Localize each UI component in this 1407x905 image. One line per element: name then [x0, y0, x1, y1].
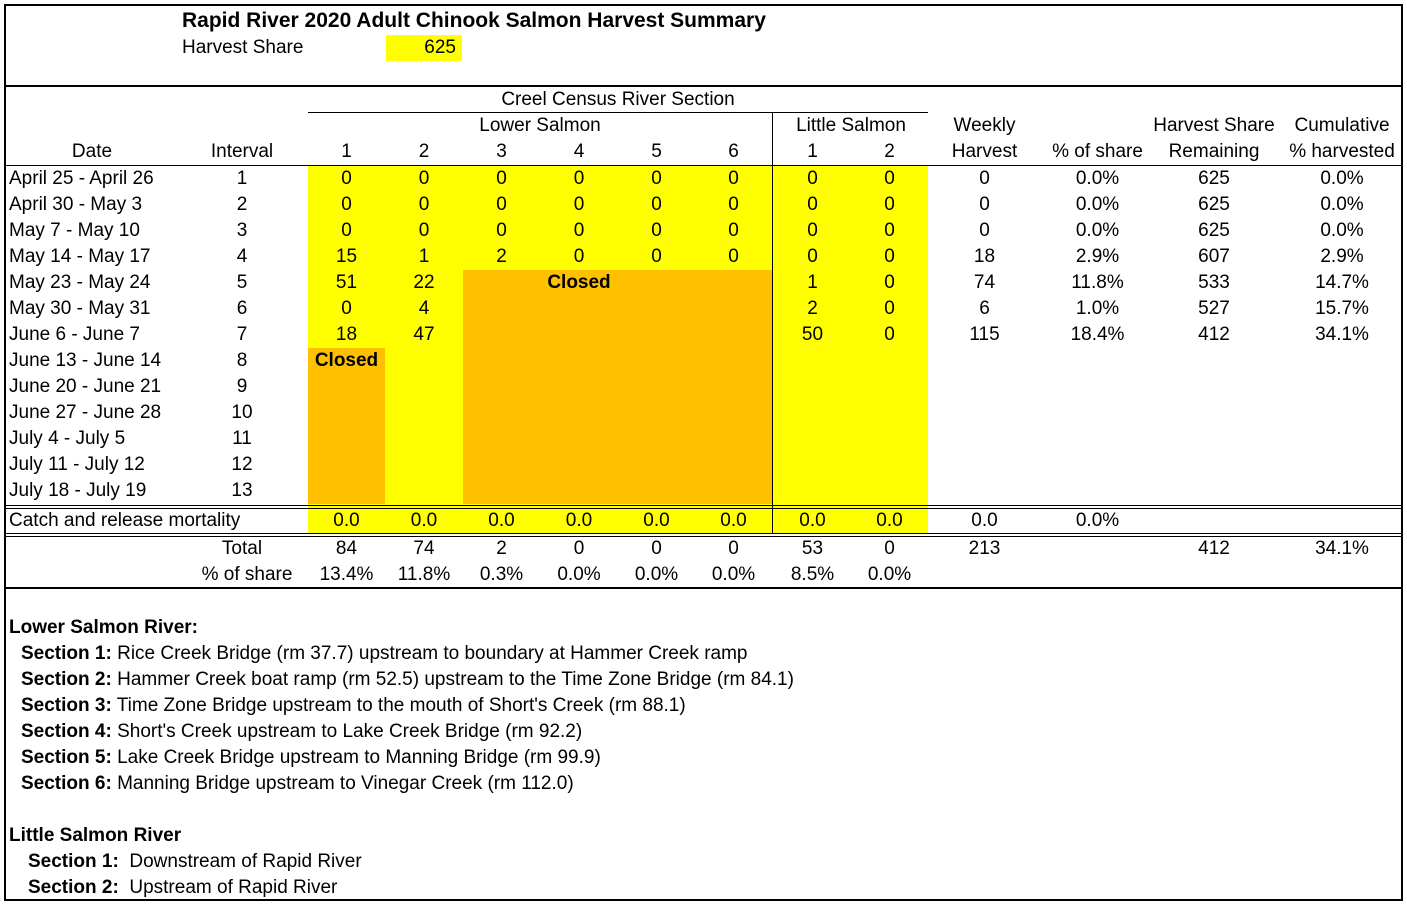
section-number-header: 2 — [884, 141, 895, 162]
row-share-remaining: 527 — [1198, 298, 1230, 319]
row-share-remaining: 625 — [1198, 168, 1230, 189]
row-interval: 4 — [236, 246, 248, 267]
row-section-value: 0 — [884, 194, 895, 215]
row-section-value: 51 — [335, 272, 358, 293]
row-interval: 12 — [231, 454, 253, 475]
section-number-header: 6 — [728, 141, 739, 162]
row-weekly-harvest: 0 — [979, 168, 990, 189]
row-cumulative: 0.0% — [1320, 220, 1364, 241]
row-weekly-harvest: 18 — [973, 246, 996, 267]
row-section-value: 4 — [418, 298, 430, 319]
row-interval: 10 — [231, 402, 253, 423]
row-section-value: 0 — [728, 194, 739, 215]
creel-header: Creel Census River Section — [501, 89, 735, 110]
lower-section-note — [21, 745, 601, 771]
row-section-value: 0 — [573, 246, 585, 267]
total-section-value: 0 — [573, 538, 585, 559]
section-note-text: Lake Creek Bridge upstream to Manning Bridge (rm 99.9) — [111, 747, 601, 768]
mortality-label: Catch and release mortality — [9, 510, 241, 531]
date-header: Date — [71, 141, 113, 162]
row-section-value: 0 — [651, 246, 662, 267]
row-weekly-harvest: 0 — [979, 194, 990, 215]
row-pct-share: 2.9% — [1075, 246, 1120, 267]
total-section-value: 74 — [413, 538, 435, 559]
row-share-remaining: 625 — [1198, 194, 1230, 215]
closed-label-lower: Closed — [547, 272, 611, 293]
row-section-value: 0 — [807, 168, 818, 189]
harvest-summary-sheet — [4, 4, 1403, 901]
row-date: June 20 - June 21 — [9, 376, 162, 397]
row-section-value: 0 — [418, 168, 430, 189]
row-section-value: 0 — [884, 272, 895, 293]
harvest-share-value: 625 — [424, 37, 456, 58]
total-label: Total — [221, 538, 263, 559]
row-section-value: 47 — [413, 324, 435, 345]
little-river-heading: Little Salmon River — [9, 825, 182, 846]
row-date: May 14 - May 17 — [9, 246, 151, 267]
row-interval: 1 — [236, 168, 248, 189]
total-remaining: 412 — [1198, 538, 1230, 559]
row-section-value: 0 — [884, 324, 895, 345]
row-section-value: 0 — [884, 298, 895, 319]
remaining-header-1: Harvest Share — [1153, 115, 1275, 136]
row-section-value: 0 — [341, 298, 352, 319]
pct-share-header: % of share — [1052, 141, 1143, 162]
river-divider — [772, 113, 773, 534]
mortality-section-value: 0.0 — [410, 510, 438, 531]
section-number-header: 1 — [807, 141, 818, 162]
cumulative-header-2: % harvested — [1289, 141, 1395, 162]
remaining-header-2: Remaining — [1168, 141, 1260, 162]
row-date: July 18 - July 19 — [9, 480, 147, 501]
total-section-value: 53 — [801, 538, 824, 559]
section-note-label: Section 1: — [28, 851, 119, 872]
little-section-note — [28, 875, 337, 901]
section-number-header: 1 — [341, 141, 352, 162]
pct-share-section-value: 8.5% — [790, 564, 835, 585]
section-note-text: Hammer Creek boat ramp (rm 52.5) upstream to the Time Zone Bridge (rm 84.1) — [111, 669, 794, 690]
section-note-text: Short's Creek upstream to Lake Creek Bridge (rm 92.2) — [111, 721, 583, 742]
row-section-value: 0 — [341, 194, 352, 215]
lower-section-note — [21, 771, 574, 797]
row-section-value: 0 — [728, 168, 739, 189]
row-section-value: 18 — [335, 324, 358, 345]
row-weekly-harvest: 115 — [969, 324, 1000, 345]
row-cumulative: 14.7% — [1315, 272, 1369, 293]
row-interval: 7 — [236, 324, 248, 345]
harvest-share-label: Harvest Share — [182, 37, 304, 58]
row-share-remaining: 533 — [1198, 272, 1230, 293]
row-date: April 25 - April 26 — [9, 168, 154, 189]
row-interval: 13 — [231, 480, 253, 501]
cumulative-header-1: Cumulative — [1294, 115, 1390, 136]
row-date: June 27 - June 28 — [9, 402, 162, 423]
row-pct-share: 0.0% — [1075, 194, 1120, 215]
row-cumulative: 34.1% — [1315, 324, 1369, 345]
notes-divider — [6, 587, 1401, 589]
section-note-label: Section 6: — [21, 773, 112, 794]
total-section-value: 0 — [728, 538, 739, 559]
row-section-value: 0 — [807, 220, 818, 241]
pct-share-section-value: 0.0% — [557, 564, 601, 585]
section-note-text: Upstream of Rapid River — [118, 877, 338, 898]
row-section-value: 15 — [335, 246, 358, 267]
row-section-value: 0 — [341, 220, 352, 241]
interval-header: Interval — [210, 141, 274, 162]
row-section-value: 0 — [573, 168, 585, 189]
row-share-remaining: 412 — [1198, 324, 1230, 345]
row-section-value: 1 — [807, 272, 818, 293]
row-section-value: 0 — [884, 220, 895, 241]
row-interval: 8 — [236, 350, 248, 371]
row-pct-share: 0.0% — [1075, 220, 1120, 241]
row-weekly-harvest: 6 — [979, 298, 990, 319]
section-note-label: Section 3: — [21, 695, 112, 716]
row-pct-share: 18.4% — [1070, 324, 1125, 345]
pct-share-section-value: 0.0% — [867, 564, 912, 585]
row-date: July 4 - July 5 — [9, 428, 126, 449]
mortality-section-value: 0.0 — [488, 510, 515, 531]
row-section-value: 0 — [496, 194, 507, 215]
row-weekly-harvest: 0 — [979, 220, 990, 241]
row-section-value: 0 — [573, 220, 585, 241]
row-cumulative: 2.9% — [1320, 246, 1364, 267]
row-interval: 3 — [236, 220, 248, 241]
closed-label-section-1: Closed — [314, 350, 379, 371]
total-cumulative: 34.1% — [1315, 538, 1369, 559]
row-section-value: 0 — [651, 220, 662, 241]
pct-share-section-value: 0.0% — [711, 564, 756, 585]
row-cumulative: 15.7% — [1315, 298, 1369, 319]
mortality-section-value: 0.0 — [643, 510, 670, 531]
row-section-value: 2 — [496, 246, 507, 267]
row-interval: 5 — [236, 272, 248, 293]
pct-share-section-value: 0.0% — [634, 564, 679, 585]
mortality-section-value: 0.0 — [565, 510, 593, 531]
weekly-header-2: Harvest — [951, 141, 1018, 162]
mortality-section-value: 0.0 — [876, 510, 903, 531]
row-interval: 2 — [236, 194, 248, 215]
row-section-value: 0 — [496, 168, 507, 189]
total-section-value: 84 — [335, 538, 358, 559]
row-date: July 11 - July 12 — [9, 454, 145, 475]
section-note-label: Section 2: — [28, 877, 119, 898]
lower-salmon-header: Lower Salmon — [479, 115, 601, 136]
mortality-weekly: 0.0 — [971, 510, 998, 531]
row-section-value: 0 — [418, 220, 430, 241]
section-note-text: Rice Creek Bridge (rm 37.7) upstream to boundary at Hammer Creek ramp — [111, 643, 748, 664]
section-note-text: Manning Bridge upstream to Vinegar Creek (rm 112.0) — [111, 773, 574, 794]
mortality-section-value: 0.0 — [333, 510, 360, 531]
row-pct-share: 0.0% — [1075, 168, 1120, 189]
row-interval: 6 — [236, 298, 248, 319]
mortality-section-value: 0.0 — [720, 510, 747, 531]
total-section-value: 0 — [884, 538, 895, 559]
little-salmon-header: Little Salmon — [796, 115, 906, 136]
section-note-label: Section 2: — [21, 669, 112, 690]
row-section-value: 0 — [418, 194, 430, 215]
section-note-label: Section 4: — [21, 721, 112, 742]
row-section-value: 0 — [807, 194, 818, 215]
row-date: May 23 - May 24 — [9, 272, 151, 293]
weekly-header-1: Weekly — [953, 115, 1016, 136]
pct-share-section-value: 13.4% — [319, 564, 374, 585]
section-number-header: 5 — [651, 141, 662, 162]
lower-river-heading: Lower Salmon River: — [9, 617, 198, 638]
mortality-section-value: 0.0 — [799, 510, 826, 531]
mortality-bottom-rule-1 — [6, 533, 1401, 534]
pct-of-share-label: % of share — [201, 564, 293, 585]
row-interval: 9 — [236, 376, 248, 397]
row-section-value: 0 — [807, 246, 818, 267]
row-section-value: 0 — [651, 194, 662, 215]
row-section-value: 1 — [418, 246, 430, 267]
row-section-value: 0 — [728, 220, 739, 241]
pct-share-section-value: 0.3% — [479, 564, 524, 585]
closed-block-lower — [463, 270, 772, 504]
row-cumulative: 0.0% — [1320, 168, 1364, 189]
section-note-label: Section 1: — [21, 643, 112, 664]
row-weekly-harvest: 74 — [973, 272, 996, 293]
row-section-value: 0 — [341, 168, 352, 189]
total-section-value: 0 — [651, 538, 662, 559]
row-date: May 7 - May 10 — [9, 220, 140, 241]
row-section-value: 0 — [884, 246, 895, 267]
lower-section-note — [21, 693, 686, 719]
row-section-value: 0 — [884, 168, 895, 189]
little-section-note — [28, 849, 362, 875]
row-section-value: 0 — [496, 220, 507, 241]
row-section-value: 0 — [728, 246, 739, 267]
row-date: June 13 - June 14 — [9, 350, 162, 371]
page-title: Rapid River 2020 Adult Chinook Salmon Harvest Summary — [182, 9, 766, 32]
lower-section-note — [21, 667, 794, 693]
section-note-label: Section 5: — [21, 747, 112, 768]
mortality-top-rule-1 — [6, 505, 1401, 506]
mortality-pct: 0.0% — [1075, 510, 1120, 531]
pct-share-section-value: 11.8% — [397, 564, 451, 585]
row-section-value: 0 — [573, 194, 585, 215]
row-pct-share: 11.8% — [1071, 272, 1124, 293]
row-date: June 6 - June 7 — [9, 324, 140, 345]
section-number-header: 2 — [418, 141, 430, 162]
row-date: April 30 - May 3 — [9, 194, 143, 215]
row-section-value: 0 — [651, 168, 662, 189]
row-pct-share: 1.0% — [1075, 298, 1120, 319]
row-cumulative: 0.0% — [1320, 194, 1364, 215]
row-section-value: 22 — [413, 272, 435, 293]
row-share-remaining: 607 — [1198, 246, 1230, 267]
lower-section-note — [21, 719, 582, 745]
row-date: May 30 - May 31 — [9, 298, 151, 319]
section-number-header: 4 — [573, 141, 585, 162]
row-interval: 11 — [232, 428, 252, 449]
section-note-text: Downstream of Rapid River — [118, 851, 362, 872]
row-section-value: 50 — [801, 324, 824, 345]
section-number-header: 3 — [496, 141, 507, 162]
lower-section-note — [21, 641, 748, 667]
total-weekly: 213 — [968, 538, 1001, 559]
row-section-value: 2 — [807, 298, 818, 319]
row-share-remaining: 625 — [1198, 220, 1230, 241]
section-note-text: Time Zone Bridge upstream to the mouth of Short's Creek (rm 88.1) — [111, 695, 686, 716]
total-section-value: 2 — [496, 538, 507, 559]
